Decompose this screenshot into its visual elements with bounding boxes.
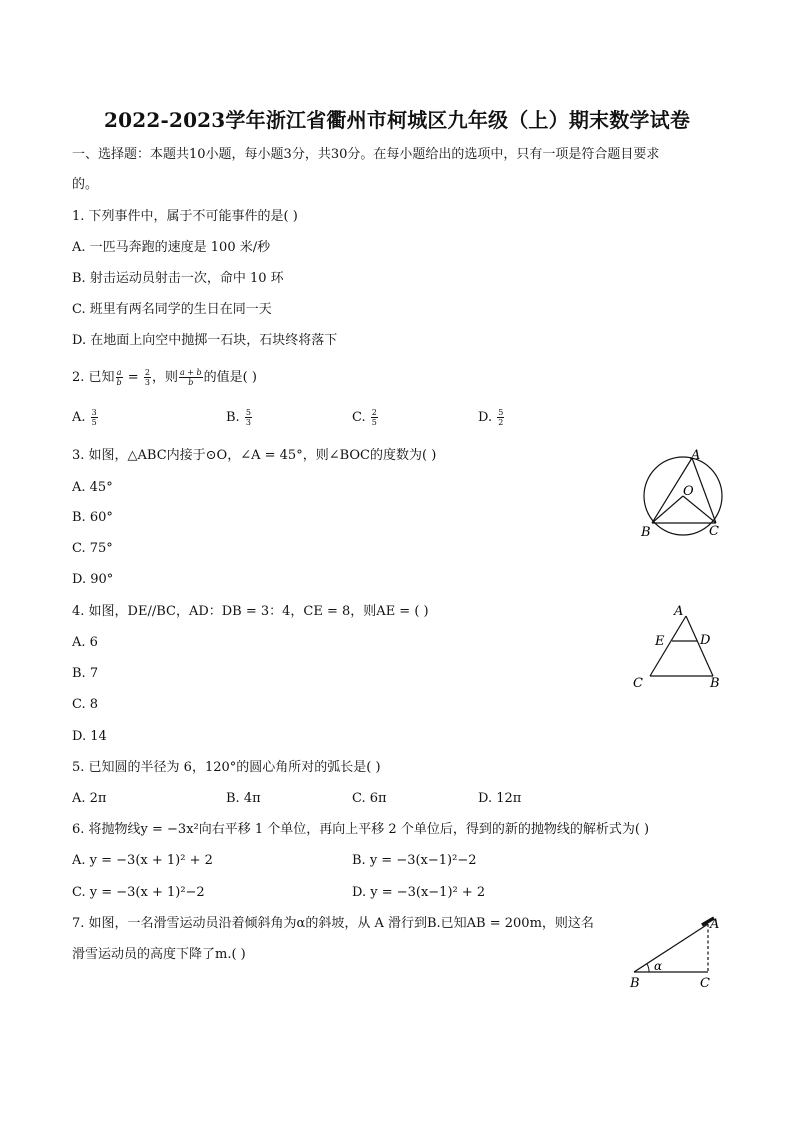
q7-slope-ab [634, 924, 708, 972]
q7-stem-line1: 7. 如图，一名滑雪运动员沿着倾斜角为α的斜坡，从 A 滑行到B.已知AB = 200m，则这名 [72, 916, 594, 931]
q6-stem: 6. 将抛物线y = −3x²向右平移 1 个单位，再向上平移 2 个单位后，得到的新的抛物线的解析式为( ) [72, 822, 650, 837]
q3-label-c: C [709, 524, 719, 539]
q2-option-a-num: 3 [91, 408, 97, 417]
q2-option-a-fraction [91, 408, 98, 427]
q6-option-b: B. y = −3(x−1)²−2 [352, 853, 477, 868]
q4-label-d: D [700, 633, 711, 648]
q3-circle-figure [636, 448, 732, 544]
q1-option-a: A. 一匹马奔跑的速度是 100 米/秒 [72, 240, 271, 255]
q2-option-c [352, 408, 379, 427]
q2-option-d [478, 408, 505, 427]
q1-option-d: D. 在地面上向空中抛掷一石块，石块终将落下 [72, 333, 338, 348]
q5-option-b: B. 4π [226, 791, 261, 806]
q4-option-a: A. 6 [72, 635, 98, 650]
section-instruction-line2: 的。 [72, 177, 99, 192]
q2-option-d-den: 2 [498, 418, 504, 427]
q2-expr-num: a + b [179, 368, 202, 377]
q2-cond-fraction [116, 368, 123, 387]
q2-prefix: 2. 已知 [72, 370, 115, 385]
q3-option-b: B. 60° [72, 510, 113, 525]
q7-label-c: C [700, 976, 710, 991]
q2-option-b-den: 3 [245, 418, 251, 427]
q2-expr-den: b [188, 378, 194, 387]
q2-stem: 2. 已知 $\frac{a}{b}$ = $\frac{2}{3}$ ，则 $\frac{a + b}{b}$ 的值是( ) [72, 368, 257, 387]
q4-option-b: B. 7 [72, 666, 99, 681]
q4-label-c: C [633, 676, 643, 691]
q6-option-c: C. y = −3(x + 1)²−2 [72, 885, 205, 900]
q2-option-c-fraction [371, 408, 378, 427]
section-instruction [72, 146, 659, 164]
q2-option-b-num: 5 [245, 408, 251, 417]
q2-option-a-label: A. [72, 410, 86, 425]
q2-option-b-label: B. [226, 410, 240, 425]
q2-cond-num: a [116, 368, 122, 377]
section-instruction-line1: 一、选择题：本题共10小题，每小题3分，共30分。在每小题给出的选项中，只有一项是符合题目要求 [72, 147, 660, 162]
q4-option-c: C. 8 [72, 697, 99, 712]
q2-cond-rhs [144, 368, 151, 387]
page-title: 2022-2023学年浙江省衢州市柯城区九年级（上）期末数学试卷 [103, 108, 691, 132]
q7-label-a: A [710, 917, 720, 932]
q6-option-a: A. y = −3(x + 1)² + 2 [72, 853, 213, 868]
q7-slope-figure [622, 912, 726, 992]
q7-label-b: B [630, 976, 640, 991]
q2-mid: ，则 [151, 370, 178, 385]
q3-label-a: A [691, 448, 701, 463]
q7-stem-line2: 滑雪运动员的高度下降了m.( ) [72, 947, 246, 962]
q7-label-alpha: α [654, 959, 663, 973]
section-instruction-cont [72, 176, 98, 194]
q2-cond-rhs-num: 2 [144, 368, 150, 377]
q1-option-b: B. 射击运动员射击一次，命中 10 环 [72, 271, 284, 286]
q5-option-d: D. 12π [478, 791, 522, 806]
q4-label-e: E [655, 634, 665, 649]
q7-angle-arc [647, 964, 649, 972]
q6-option-d: D. y = −3(x−1)² + 2 [352, 885, 486, 900]
q3-radius-ob [652, 496, 683, 523]
q2-option-c-den: 5 [371, 418, 377, 427]
q2-option-c-num: 2 [371, 408, 377, 417]
q5-option-c: C. 6π [352, 791, 387, 806]
q2-option-b [226, 408, 253, 427]
q3-stem: 3. 如图，△ABC内接于⊙O，∠A = 45°，则∠BOC的度数为( ) [72, 448, 437, 463]
q4-triangle-figure [628, 601, 728, 693]
q2-option-c-label: C. [352, 410, 366, 425]
q2-option-a-den: 5 [91, 418, 97, 427]
q2-option-d-label: D. [478, 410, 493, 425]
q4-label-a: A [674, 604, 684, 619]
q1-option-c: C. 班里有两名同学的生日在同一天 [72, 302, 272, 317]
q2-suffix: 的值是( ) [203, 370, 257, 385]
q2-cond-rhs-den: 3 [144, 378, 150, 387]
q2-cond-den: b [116, 378, 122, 387]
q2-option-a [72, 408, 99, 427]
q2-expr-fraction [179, 368, 203, 387]
q5-option-a: A. 2π [72, 791, 107, 806]
q3-option-d: D. 90° [72, 572, 114, 587]
q3-label-o: O [683, 484, 694, 499]
q2-option-b-fraction [245, 408, 252, 427]
q4-label-b: B [710, 676, 720, 691]
q3-option-a: A. 45° [72, 480, 113, 495]
q2-option-d-num: 5 [498, 408, 504, 417]
q5-stem: 5. 已知圆的半径为 6，120°的圆心角所对的弧长是( ) [72, 760, 381, 775]
q4-option-d: D. 14 [72, 729, 107, 744]
q3-option-c: C. 75° [72, 541, 113, 556]
q2-option-d-fraction [497, 408, 504, 427]
q1-stem: 1. 下列事件中，属于不可能事件的是( ) [72, 209, 298, 224]
q3-label-b: B [641, 525, 651, 540]
q4-stem: 4. 如图，DE//BC，AD：DB = 3：4，CE = 8，则AE = ( ) [72, 604, 429, 619]
